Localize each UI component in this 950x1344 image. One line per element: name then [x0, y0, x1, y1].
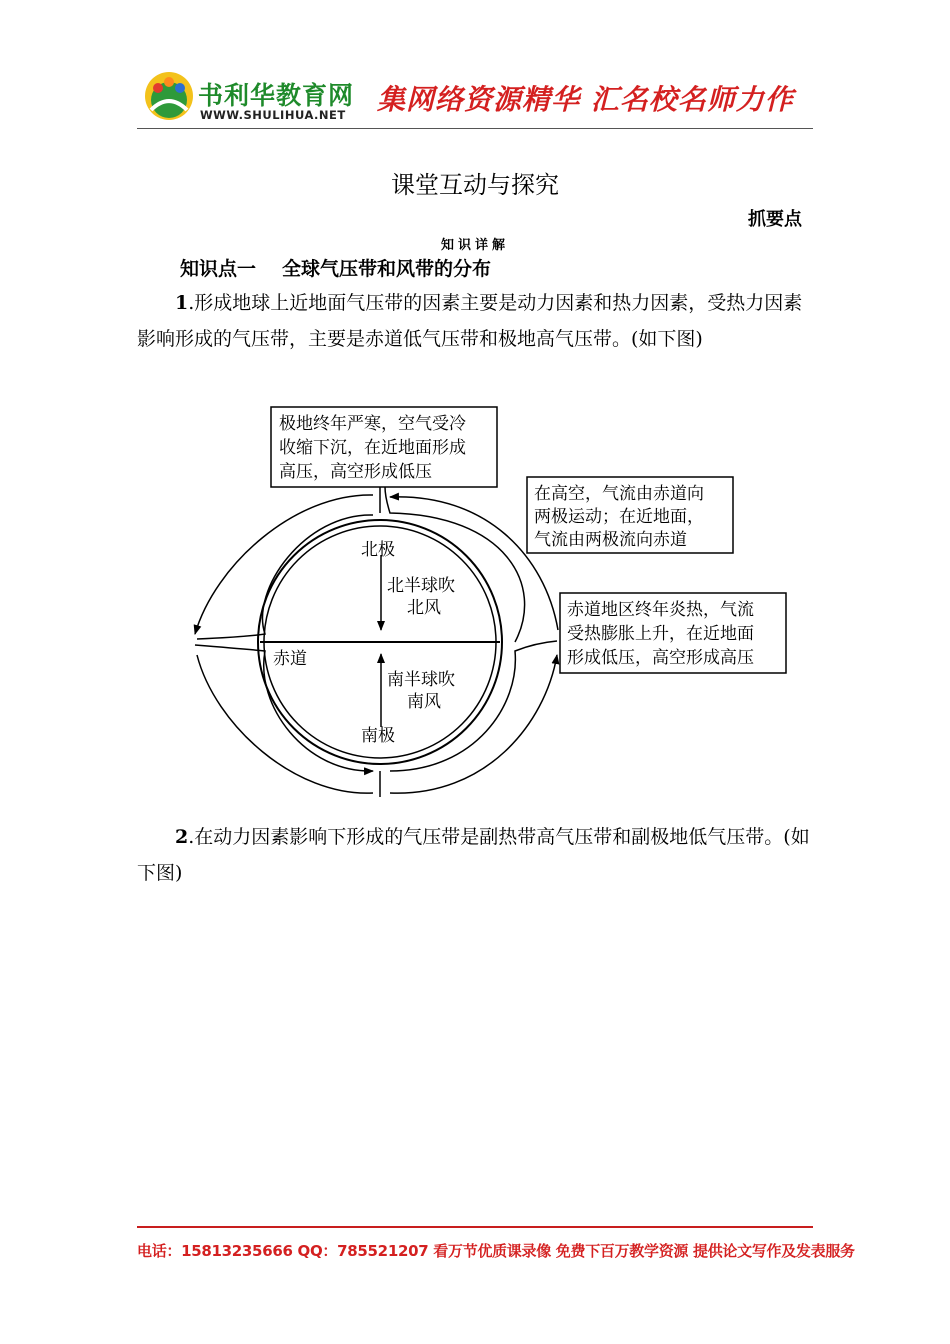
box-polar-line-3: 高压，高空形成低压 [279, 462, 432, 482]
brand-name: 书利华教育网 [198, 81, 355, 110]
label-north-wind-2: 北风 [407, 598, 441, 618]
label-south-wind-1: 南半球吹 [387, 670, 455, 690]
footer-divider [137, 1226, 813, 1228]
header-divider [137, 128, 813, 129]
label-equator: 赤道 [273, 649, 307, 669]
paragraph-1-text: .形成地球上近地面气压带的因素主要是动力因素和热力因素，受热力因素影响形成的气压带，主要是赤道低气压带和极地高气压带。(如下图) [137, 292, 803, 350]
footer-contact: 电话：15813235666 QQ：785521207 看万节优质课录像 免费下百万教学资源 提供论文写作及发表服务 [137, 1242, 855, 1260]
box-upper-line-2: 两极运动；在近地面， [534, 507, 704, 527]
box-polar-line-1: 极地终年严寒，空气受冷 [279, 414, 466, 434]
box-upper-line-3: 气流由两极流向赤道 [534, 530, 687, 550]
section-tag: 抓要点 [748, 209, 802, 230]
sub-tag: 知识详解 [440, 238, 509, 253]
circulation-arrow-ne [385, 487, 525, 642]
box-equator-line-1: 赤道地区终年炎热，气流 [567, 600, 754, 620]
box-upper-line-1: 在高空，气流由赤道向 [534, 484, 704, 504]
paragraph-2-number: 2 [175, 826, 189, 848]
section-heading-number: 知识点一 [180, 258, 257, 280]
box-polar-line-2: 收缩下沉，在近地面形成 [279, 438, 466, 458]
circulation-arrow-nw [195, 495, 373, 634]
slogan: 集网络资源精华 汇名校名师力作 [377, 83, 794, 116]
paragraph-1-number: 1 [175, 292, 189, 314]
section-heading-title: 全球气压带和风带的分布 [282, 258, 492, 280]
label-north-pole: 北极 [361, 540, 395, 560]
paragraph-1 [137, 285, 817, 357]
brand-url: WWW.SHULIHUA.NET [200, 108, 346, 122]
box-equator-line-2: 受热膨胀上升，在近地面 [567, 624, 754, 644]
label-south-pole: 南极 [361, 726, 395, 746]
box-polar [271, 407, 497, 487]
paragraph-2-text: .在动力因素影响下形成的气压带是副热带高气压带和副极地低气压带。(如下图) [137, 826, 810, 884]
label-north-wind-1: 北半球吹 [387, 576, 455, 596]
box-equator-line-3: 形成低压，高空形成高压 [567, 648, 754, 668]
paragraph-2 [137, 819, 817, 891]
page-title: 课堂互动与探究 [391, 171, 559, 199]
box-upper-air [527, 477, 733, 553]
label-south-wind-2: 南风 [407, 692, 441, 712]
box-equator [560, 593, 786, 673]
section-heading [180, 254, 491, 281]
circulation-arrow-nw-inner [197, 515, 373, 639]
circulation-arrow-sw [197, 655, 373, 793]
pressure-belt-diagram [185, 405, 795, 805]
logo-icon [143, 70, 195, 122]
